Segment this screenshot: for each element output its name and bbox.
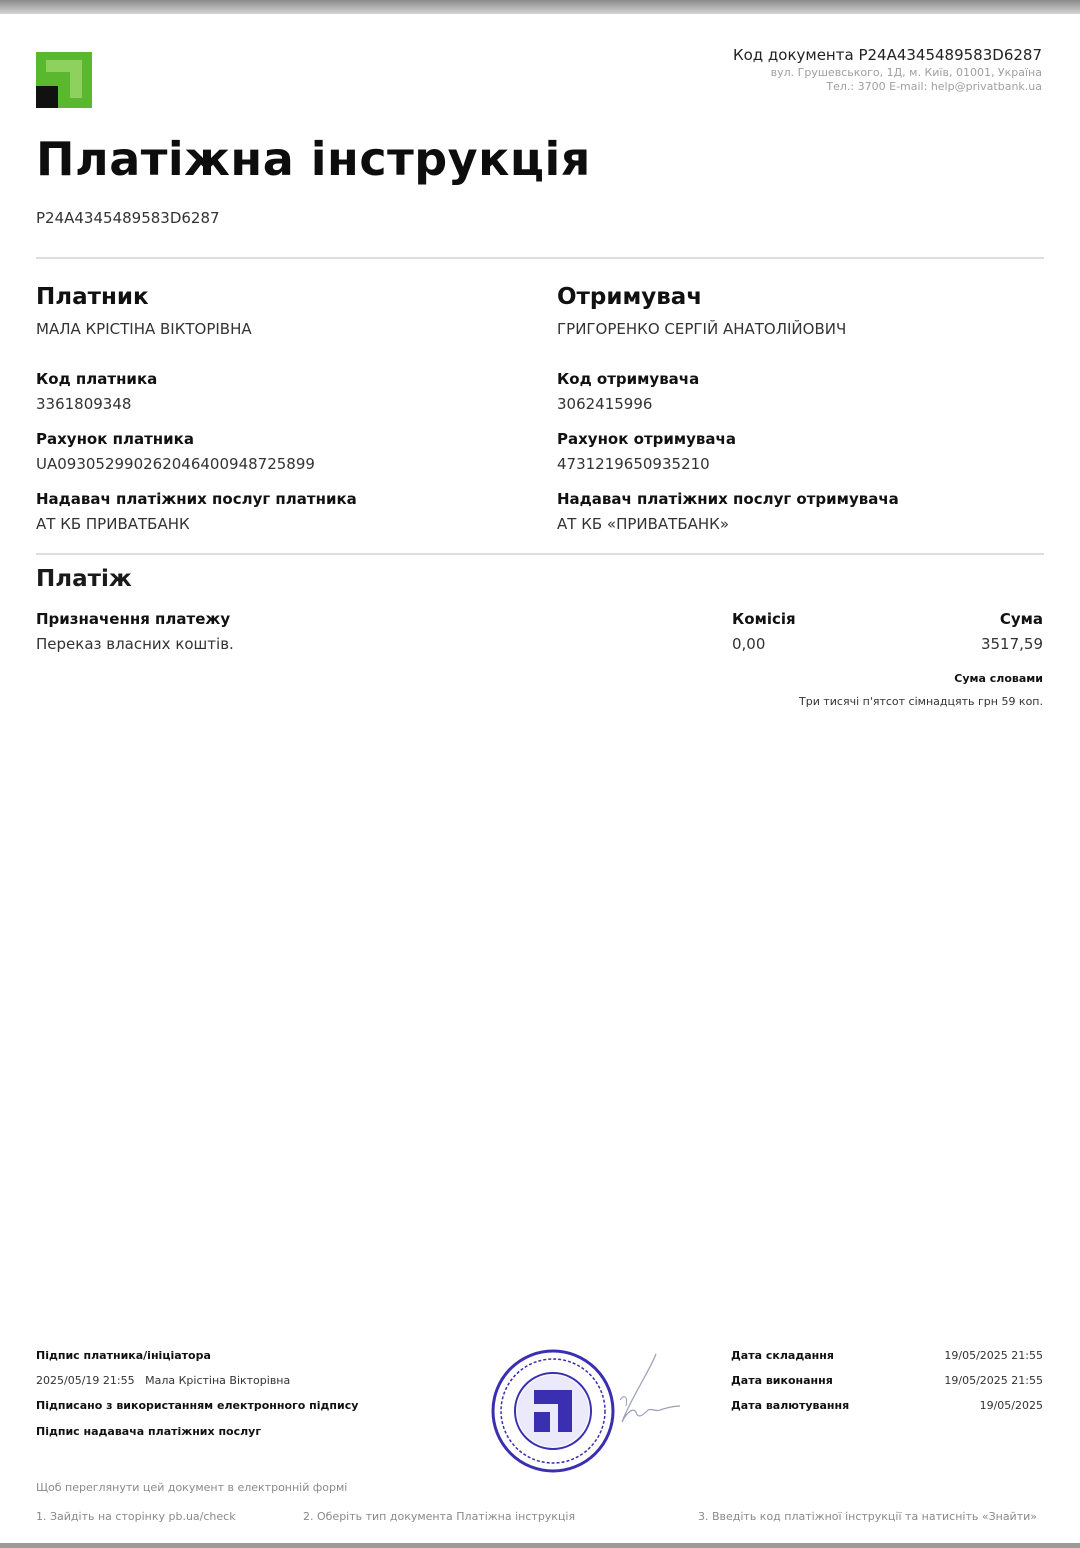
date-compiled-value: 19/05/2025 21:55 — [944, 1349, 1043, 1362]
amount-label: Сума — [999, 610, 1043, 628]
payment-purpose-field — [36, 610, 234, 653]
recipient-provider: АТ КБ «ПРИВАТБАНК» — [557, 515, 729, 533]
amount-value: 3517,59 — [980, 635, 1043, 653]
payer-account-label: Рахунок платника — [36, 430, 194, 448]
recipient-code-field — [557, 370, 699, 413]
date-compiled-label: Дата складання — [731, 1349, 834, 1362]
payer-code-label: Код платника — [36, 370, 158, 388]
payer-signature-label: Підпис платника/ініціатора — [36, 1349, 211, 1362]
recipient-section — [557, 284, 1037, 533]
commission-label: Комісія — [732, 610, 796, 628]
amount-words-field — [799, 672, 1043, 708]
payment-title: Платіж — [36, 566, 132, 592]
page-title: Платіжна інструкція — [36, 132, 591, 186]
commission-value: 0,00 — [732, 635, 766, 653]
recipient-account-field — [557, 430, 736, 473]
amount-words: Три тисячі п'ятсот сімнадцять грн 59 коп. — [799, 695, 1043, 708]
bank-contacts: Тел.: 3700 E-mail: help@privatbank.ua — [826, 80, 1042, 93]
payer-signature-line — [36, 1374, 290, 1387]
payer-signature-datetime: 2025/05/19 21:55 — [36, 1374, 135, 1387]
document-code: Код документа P24A4345489583D6287 — [732, 46, 1042, 64]
payer-provider-field — [36, 490, 357, 533]
amount-field — [981, 610, 1043, 653]
recipient-code-label: Код отримувача — [557, 370, 700, 388]
privatbank-logo-icon — [36, 52, 92, 108]
recipient-account-label: Рахунок отримувача — [557, 430, 736, 448]
amount-words-label: Сума словами — [954, 672, 1043, 685]
date-executed-label: Дата виконання — [731, 1374, 833, 1387]
payer-provider: АТ КБ ПРИВАТБАНК — [36, 515, 190, 533]
payer-section — [36, 284, 516, 533]
purpose-label: Призначення платежу — [36, 610, 231, 628]
date-value-label: Дата валютування — [731, 1399, 850, 1412]
bank-stamp-icon — [490, 1348, 616, 1474]
recipient-code: 3062415996 — [557, 395, 653, 413]
payer-provider-label: Надавач платіжних послуг платника — [36, 490, 357, 508]
recipient-title: Отримувач — [557, 284, 703, 310]
bottom-edge — [0, 1543, 1080, 1548]
payer-title: Платник — [36, 284, 149, 310]
payer-code: 3361809348 — [36, 395, 132, 413]
payer-signature-name: Мала Крістіна Вікторівна — [145, 1374, 291, 1387]
recipient-name: ГРИГОРЕНКО СЕРГІЙ АНАТОЛІЙОВИЧ — [557, 320, 847, 338]
payer-name: МАЛА КРІСТІНА ВІКТОРІВНА — [36, 320, 252, 338]
divider — [36, 553, 1044, 555]
date-value-value: 19/05/2025 — [979, 1399, 1043, 1412]
payer-code-field — [36, 370, 157, 413]
divider — [36, 257, 1044, 259]
bank-address: вул. Грушевського, 1Д, м. Київ, 01001, Україна — [770, 66, 1042, 79]
recipient-provider-field — [557, 490, 899, 533]
esign-note: Підписано з використанням електронного підпису — [36, 1399, 359, 1412]
footer-step-3: 3. Введіть код платіжної інструкції та натисніть «Знайти» — [697, 1510, 1037, 1523]
footer-step-1: 1. Зайдіть на сторінку pb.ua/check — [36, 1510, 236, 1523]
handwritten-signature-icon — [600, 1350, 690, 1440]
commission-field — [732, 610, 796, 653]
document-number: P24A4345489583D6287 — [36, 209, 220, 227]
provider-signature-label: Підпис надавача платіжних послуг — [36, 1425, 262, 1438]
purpose-value: Переказ власних коштів. — [36, 635, 234, 653]
payer-account-field — [36, 430, 315, 473]
footer-intro: Щоб переглянути цей документ в електронній формі — [36, 1481, 348, 1494]
header-info — [733, 46, 1042, 94]
date-executed-value: 19/05/2025 21:55 — [944, 1374, 1043, 1387]
footer-step-2: 2. Оберіть тип документа Платіжна інструкція — [303, 1510, 576, 1523]
top-edge — [0, 0, 1080, 14]
recipient-provider-label: Надавач платіжних послуг отримувача — [557, 490, 899, 508]
payer-account: UA093052990262046400948725899 — [36, 455, 315, 473]
recipient-account: 4731219650935210 — [557, 455, 710, 473]
